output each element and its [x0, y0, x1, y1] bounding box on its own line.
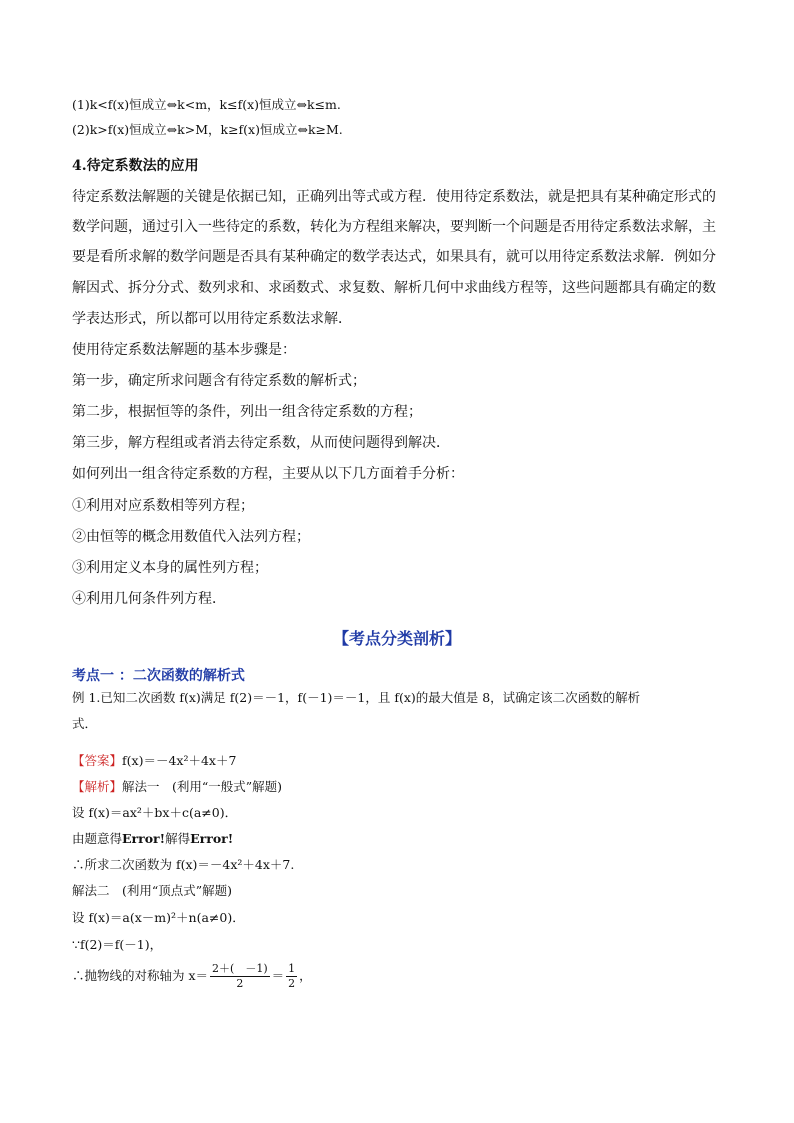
condition-line-2: (2)k>f(x)恒成立⇔k>M，k≥f(x)恒成立⇔k≥M.	[72, 122, 343, 137]
axis-prefix: ∴抛物线的对称轴为 x＝	[72, 968, 209, 983]
section-heading: 【考点分类剖析】	[332, 629, 461, 648]
from-text: 由题意得	[72, 831, 123, 846]
method-item-1: ①利用对应系数相等列方程；	[72, 498, 254, 514]
analysis-label: 【解析】	[72, 779, 123, 794]
answer-text: f(x)＝－4x²＋4x＋7	[122, 753, 237, 768]
step-3: 第三步，解方程组或者消去待定系数，从而使问题得到解决．	[72, 435, 450, 451]
method-item-4: ④利用几何条件列方程．	[72, 591, 226, 607]
fraction-1-denominator: 2	[236, 977, 244, 990]
paragraph-line: 要是看所求解的数学问题是否具有某种确定的数学表达式，如果具有，就可以用待定系数法求解．例如分	[72, 249, 716, 265]
equals-sign: ＝	[271, 968, 285, 983]
condition-line-1: (1)k<f(x)恒成立⇔k<m，k≤f(x)恒成立⇔k≤m.	[72, 97, 341, 112]
example-line-1: 例 1.已知二次函数 f(x)满足 f(2)＝－1，f(－1)＝－1，且 f(x)的最大值是 8，试确定该二次函数的解析	[72, 690, 641, 705]
step-1: 第一步，确定所求问题含有待定系数的解析式；	[72, 373, 366, 389]
solve-text: 解得	[165, 831, 191, 846]
general-form-line: 设 f(x)＝ax²＋bx＋c(a≠0)．	[72, 805, 238, 820]
fraction-2	[286, 962, 297, 991]
method-2-title: 解法二 (利用“顶点式”解题)	[72, 883, 233, 898]
fraction-1	[210, 962, 270, 991]
symmetry-axis-line	[72, 962, 312, 991]
step-2: 第二步，根据恒等的条件，列出一组含待定系数的方程；	[72, 404, 422, 420]
steps-intro: 使用待定系数法解题的基本步骤是：	[72, 342, 296, 358]
method-item-2: ②由恒等的概念用数值代入法列方程；	[72, 529, 310, 545]
trailing-comma: ，	[299, 968, 312, 983]
kaodian-title: 考点一 ：二次函数的解析式	[72, 668, 245, 684]
paragraph-line: 解因式、拆分分式、数列求和、求函数式、求复数、解析几何中求曲线方程等，这些问题都具有确定的数	[72, 280, 716, 296]
answer-label: 【答案】	[72, 753, 123, 768]
example-line-2: 式．	[72, 716, 98, 731]
analysis-line	[72, 779, 282, 795]
system-line	[72, 831, 233, 847]
fraction-1-numerator: 2＋( －1)	[212, 962, 268, 975]
fraction-2-numerator: 1	[288, 962, 296, 975]
answer-line	[72, 753, 236, 769]
section-4-title: 4.待定系数法的应用	[72, 158, 199, 174]
method-item-3: ③利用定义本身的属性列方程；	[72, 560, 268, 576]
paragraph-line: 学表达形式，所以都可以用待定系数法求解．	[72, 311, 352, 327]
method-1-title: 解法一 (利用“一般式”解题)	[122, 779, 283, 794]
paragraph-line: 待定系数法解题的关键是依据已知，正确列出等式或方程．使用待定系数法，就是把具有某种确定形式的	[72, 189, 716, 205]
error-field-2: Error!	[190, 831, 234, 846]
how-intro: 如何列出一组含待定系数的方程，主要从以下几方面着手分析：	[72, 466, 464, 482]
conclusion-line: ∴所求二次函数为 f(x)＝－4x²＋4x＋7.	[72, 857, 295, 872]
vertex-form-line: 设 f(x)＝a(x－m)²＋n(a≠0)．	[72, 910, 245, 925]
paragraph-line: 数学问题，通过引入一些待定的系数，转化为方程组来解决，要判断一个问题是否用待定系数法求解，主	[72, 219, 716, 235]
fraction-2-denominator: 2	[288, 977, 296, 990]
because-line: ∵f(2)＝f(－1)，	[72, 937, 163, 952]
error-field-1: Error!	[122, 831, 166, 846]
